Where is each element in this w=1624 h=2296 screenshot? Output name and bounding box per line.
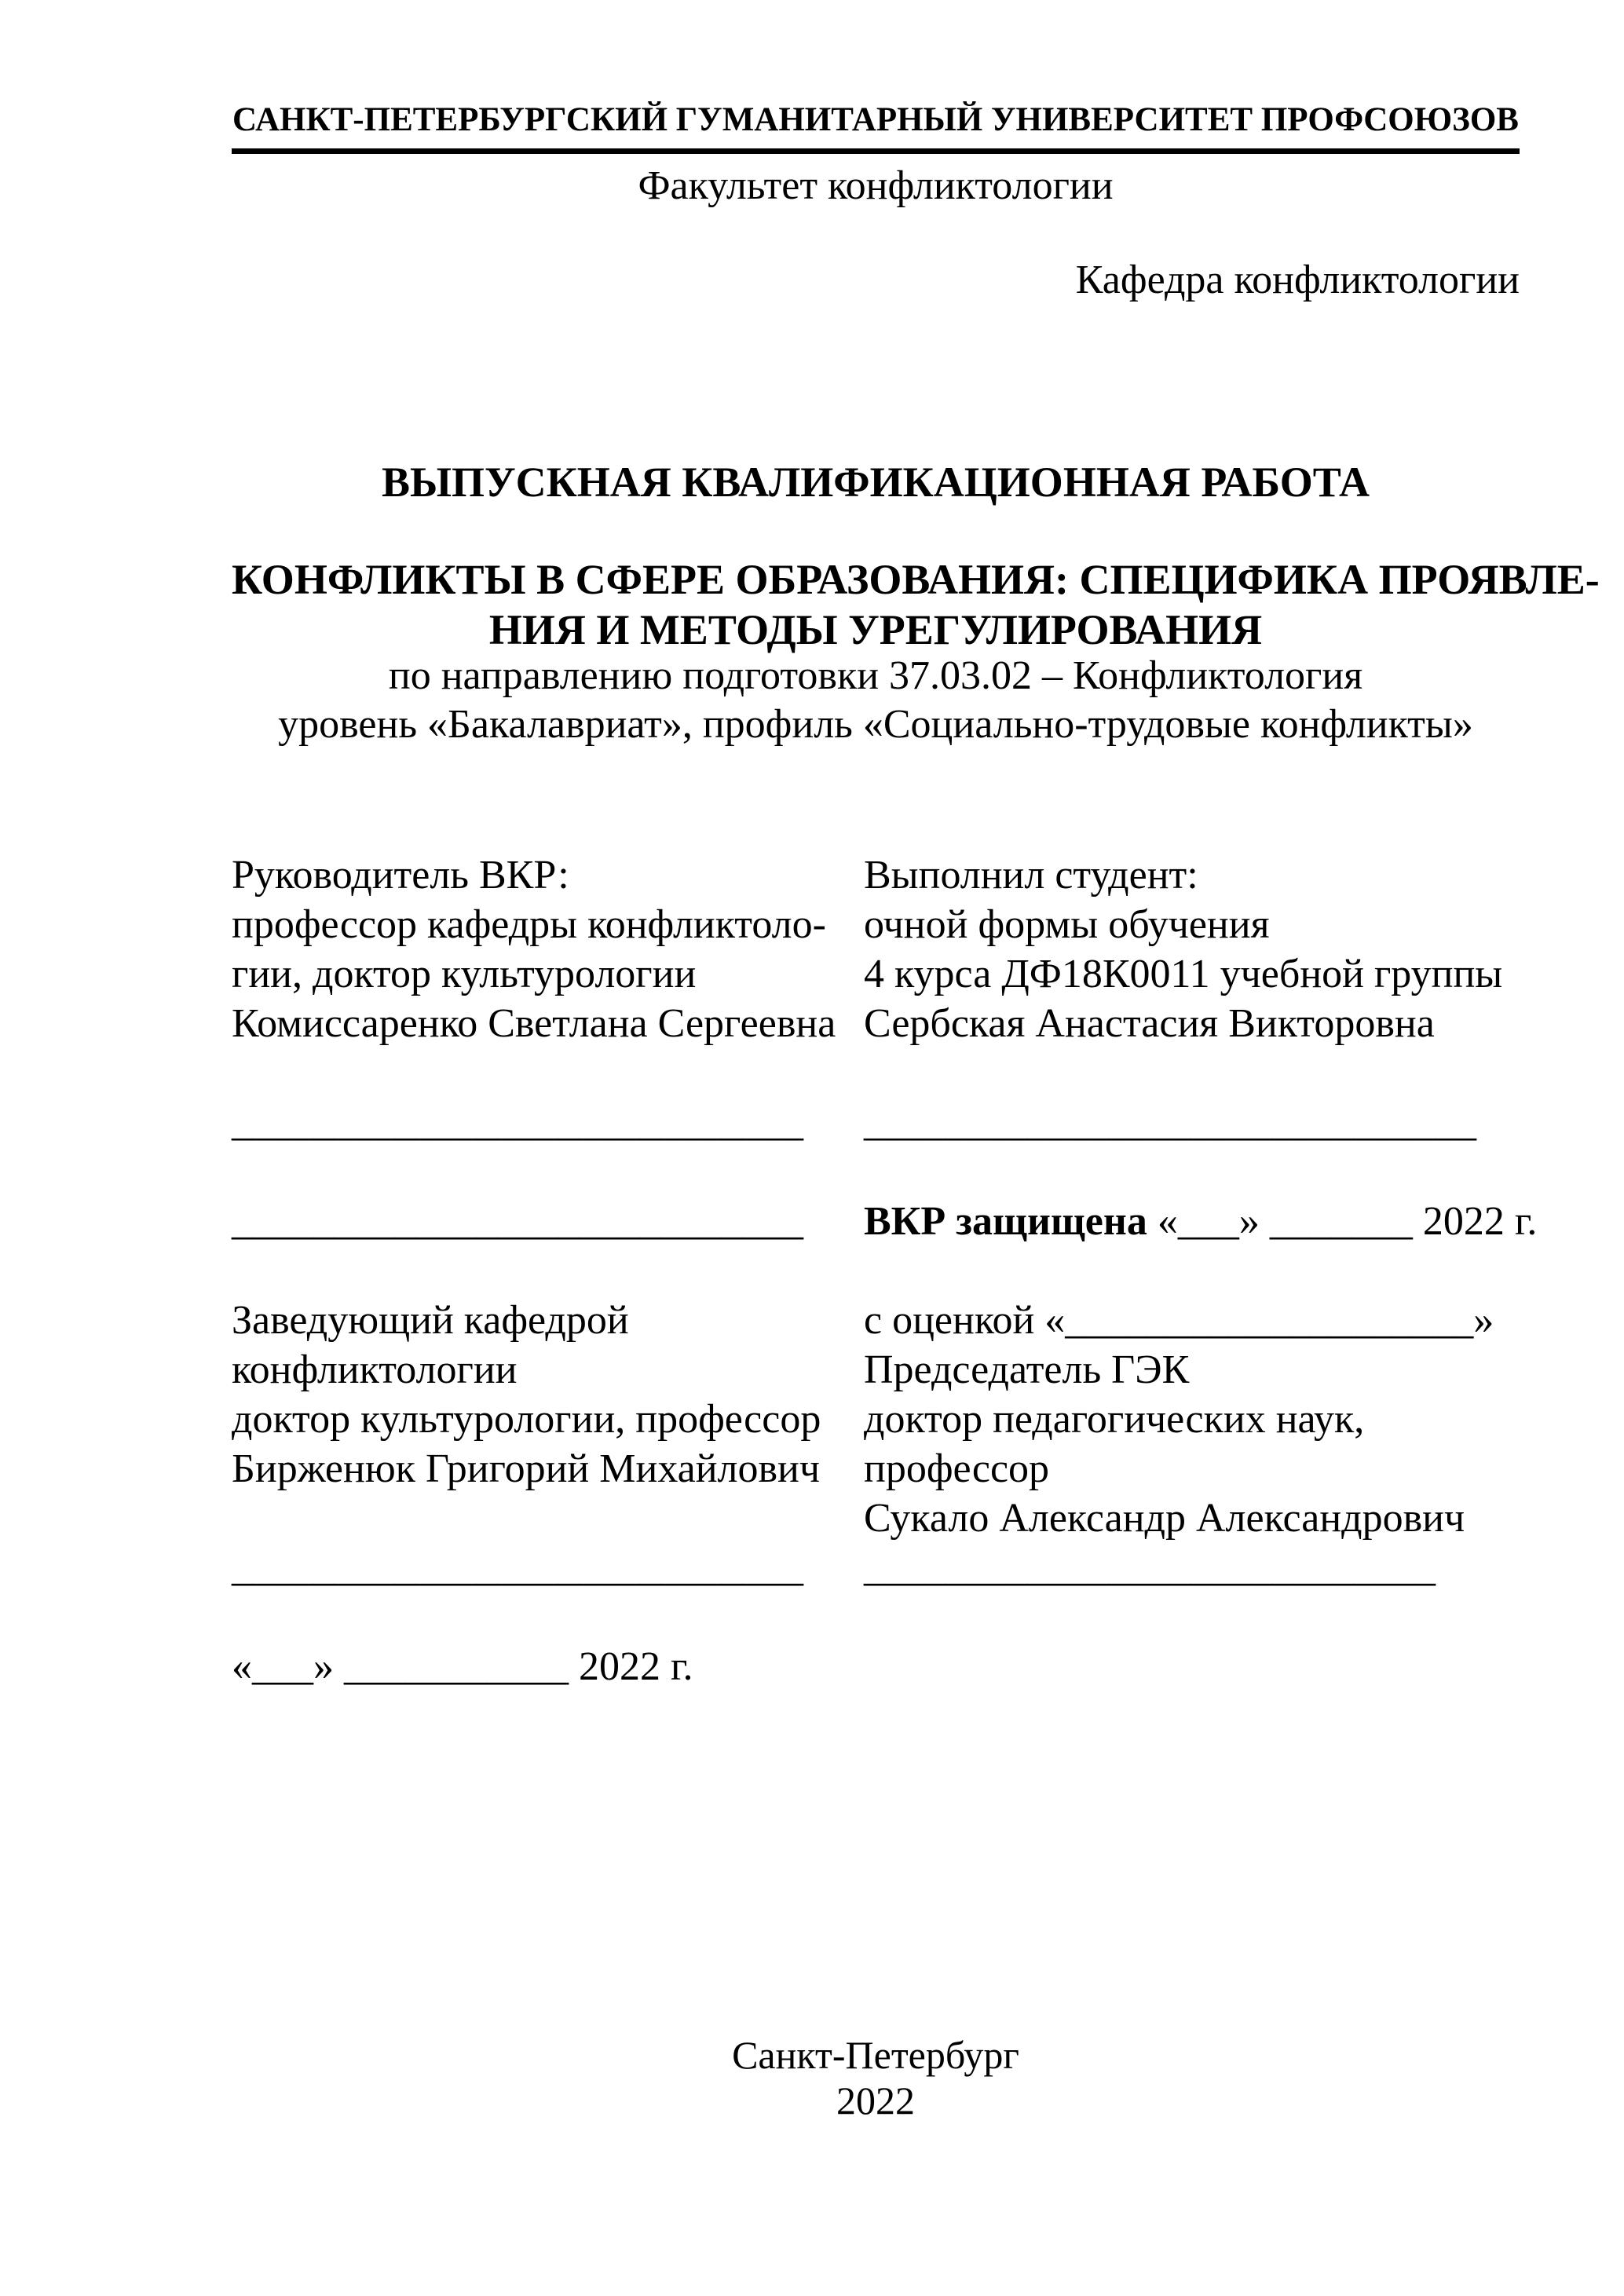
committee-chairman-title: профессор xyxy=(864,1446,1050,1491)
program-line: по направлению подготовки 37.03.02 – Конфликтология xyxy=(388,653,1363,698)
student-study-form: очной формы обучения xyxy=(864,902,1270,947)
university-header xyxy=(232,102,1520,154)
spacer xyxy=(232,1147,864,1197)
spacer xyxy=(864,1147,1520,1197)
defended-line xyxy=(864,1197,1538,1246)
department-head-name: Бирженюк Григорий Михайлович xyxy=(232,1446,821,1491)
signature-columns xyxy=(232,850,1538,1691)
thesis-title xyxy=(232,554,1600,655)
defended-label: ВКР защищена xyxy=(864,1199,1147,1244)
supervisor-position-line2: гии, доктор культурологии xyxy=(232,952,697,996)
supervisor-column xyxy=(232,850,864,1691)
spacer xyxy=(864,1246,1520,1296)
supervisor-name: Комиссаренко Светлана Сергеевна xyxy=(232,1001,836,1046)
spacer xyxy=(864,1048,1520,1098)
student-name: Сербская Анастасия Викторовна xyxy=(864,1001,1435,1046)
thesis-title-line1: КОНФЛИКТЫ В СФЕРЕ ОБРАЗОВАНИЯ: СПЕЦИФИКА ПРОЯВЛЕ- xyxy=(232,556,1600,603)
committee-chairman-label: Председатель ГЭК xyxy=(864,1347,1190,1392)
city-line: Санкт-Петербург xyxy=(732,2033,1019,2077)
faculty-line: Факультет конфликтологии xyxy=(638,163,1114,208)
defended-rest: «___» _______ 2022 г. xyxy=(1147,1199,1538,1244)
department-line: Кафедра конфликтологии xyxy=(1075,258,1520,302)
department-head-signature-line: ____________________________ xyxy=(232,1545,803,1590)
student-column xyxy=(864,850,1538,1592)
supervisor-role-label: Руководитель ВКР: xyxy=(232,853,569,898)
committee-signature-line: ____________________________ xyxy=(864,1545,1436,1590)
supervisor-signature-line-1: ____________________________ xyxy=(232,1100,803,1145)
spacer xyxy=(232,1592,864,1642)
supervisor-signature-line-2: ____________________________ xyxy=(232,1199,803,1244)
spacer xyxy=(232,1493,864,1543)
student-signature-line: ______________________________ xyxy=(864,1100,1476,1145)
department-head-date-line: «___» ___________ 2022 г. xyxy=(232,1644,693,1689)
spacer xyxy=(232,1048,864,1098)
committee-chairman-degree: доктор педагогических наук, xyxy=(864,1397,1365,1442)
department-head-line2: конфликтологии xyxy=(232,1347,518,1392)
spacer xyxy=(232,1246,864,1296)
department-head-line3: доктор культурологии, профессор xyxy=(232,1397,821,1442)
student-group: 4 курса ДФ18К0011 учебной группы xyxy=(864,952,1503,996)
supervisor-position-line1: профессор кафедры конфликтоло- xyxy=(232,902,826,947)
work-type-heading: ВЫПУСКНАЯ КВАЛИФИКАЦИОННАЯ РАБОТА xyxy=(381,459,1370,506)
year-line: 2022 xyxy=(836,2078,915,2122)
student-label: Выполнил студент: xyxy=(864,853,1198,898)
university-name: САНКТ-ПЕТЕРБУРГСКИЙ ГУМАНИТАРНЫЙ УНИВЕРСИТЕТ ПРОФСОЮЗОВ xyxy=(232,101,1519,138)
thesis-title-line2: НИЯ И МЕТОДЫ УРЕГУЛИРОВАНИЯ xyxy=(488,606,1263,653)
grade-line: с оценкой «____________________» xyxy=(864,1298,1494,1343)
level-line: уровень «Бакалавриат», профиль «Социально-трудовые конфликты» xyxy=(278,702,1473,747)
department-head-line1: Заведующий кафедрой xyxy=(232,1298,629,1343)
committee-chairman-name: Сукало Александр Александрович xyxy=(864,1496,1465,1541)
